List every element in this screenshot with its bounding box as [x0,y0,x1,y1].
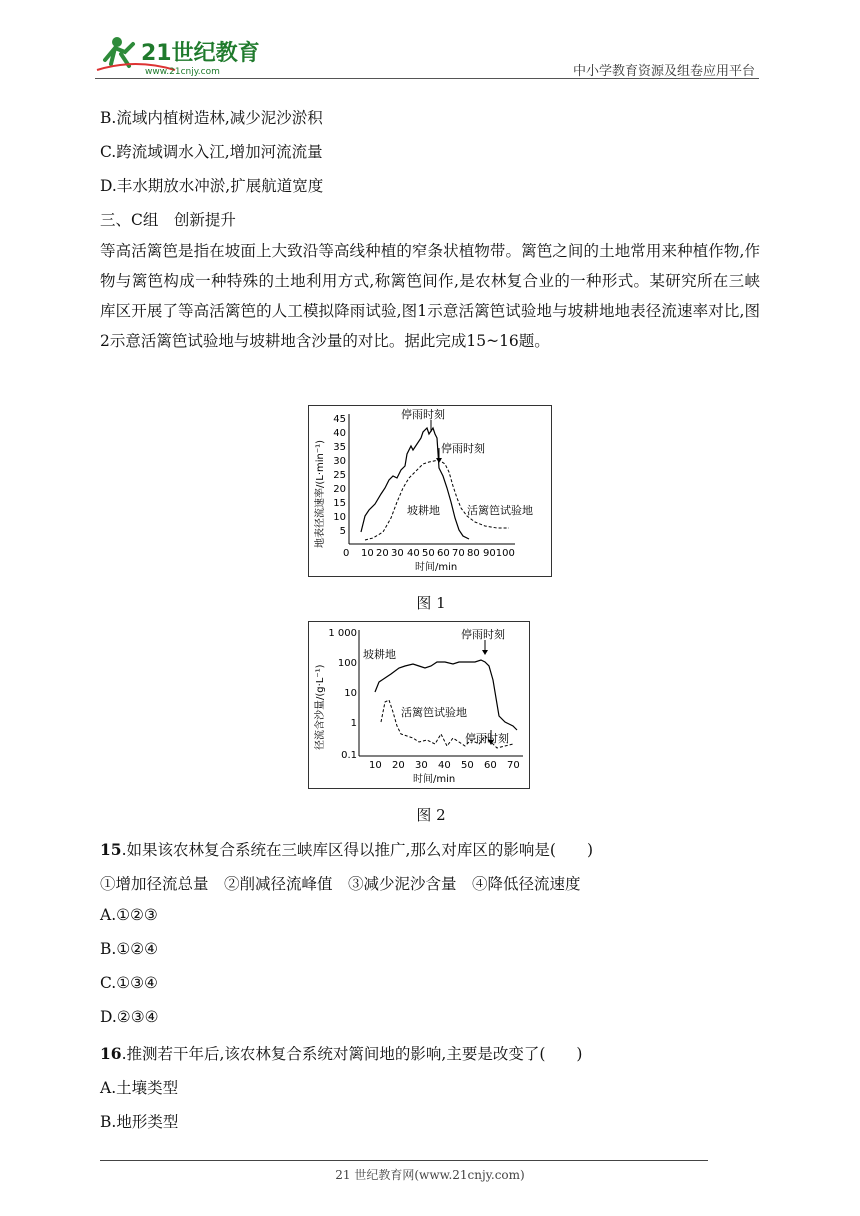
fig1-series-hedge [365,460,509,540]
fig2-ytick: 1 [350,718,357,729]
question-15-items: ①增加径流总量 ②削减径流峰值 ③减少泥沙含量 ④降低径流速度 [100,875,581,893]
fig1-xtick: 50 [422,548,435,559]
fig2-ylabel: 径流含沙量/(g·L⁻¹) [315,664,326,750]
fig1-slope-label: 坡耕地 [407,504,440,517]
fig2-stop-label-1: 停雨时刻 [461,628,505,641]
figure-1 [308,405,552,577]
logo-url: www.21cnjy.com [145,67,220,77]
fig1-xtick: 20 [376,548,389,559]
fig1-ytick: 15 [333,498,346,509]
fig2-xtick: 10 [369,760,382,771]
question-15-number: 15 [100,840,122,859]
fig1-xtick: 90100 [483,548,515,559]
q15-option-c: C.①③④ [100,974,158,992]
fig2-ytick: 10 [344,688,357,699]
section-heading: 三、C组 创新提升 [100,211,236,229]
fig2-xtick: 40 [438,760,451,771]
fig1-ytick: 35 [333,442,346,453]
fig1-xtick: 10 [361,548,374,559]
fig2-series-slope [375,660,517,730]
question-15 [100,838,593,860]
q15-option-a: A.①②③ [100,906,158,924]
logo-text: 21世纪教育 [141,41,260,66]
fig2-ytick: 100 [337,658,357,669]
fig2-xlabel: 时间/min [413,774,456,785]
fig1-xtick: 40 [407,548,420,559]
site-logo [95,30,265,78]
fig1-xtick: 80 [467,548,480,559]
option-c-prev: C.跨流域调水入江,增加河流流量 [100,143,323,161]
fig2-xtick: 30 [415,760,428,771]
fig2-xtick: 50 [461,760,474,771]
platform-name: 中小学教育资源及组卷应用平台 [572,64,755,79]
fig2-ytick: 1 000 [328,628,357,639]
fig1-hedge-label: 活篱笆试验地 [467,504,533,517]
fig2-xtick: 60 [484,760,497,771]
figure-2-caption: 图 2 [416,806,446,824]
fig2-xtick: 20 [392,760,405,771]
intro-paragraph: 等高活篱笆是指在坡面上大致沿等高线种植的窄条状植物带。篱笆之间的土地常用来种植作物,作物与篱笆构成一种特殊的土地利用方式,称篱笆间作,是农林复合业的一种形式。某研究所在三峡库区开展了等高活篱笆的人工模拟降雨试验,图1示意活篱笆试验地与坡耕地地表径流速率对比,图2示意活篱笆试验地与坡耕地含沙量的对比。据此完成15~16题。 [100,242,760,350]
fig1-ylabel: 地表径流速率/(L·min⁻¹) [315,439,326,548]
fig1-stop-label-2: 停雨时刻 [441,442,485,455]
q16-option-b: B.地形类型 [100,1113,179,1131]
figure-2 [308,621,530,789]
figure-1-caption: 图 1 [416,594,446,612]
q15-option-d: D.②③④ [100,1008,159,1026]
fig1-xlabel: 时间/min [415,562,458,573]
fig1-xtick: 30 [391,548,404,559]
fig1-origin: 0 [343,548,350,559]
fig2-ytick: 0.1 [341,750,357,761]
footer-text: 21 世纪教育网(www.21cnjy.com) [335,1168,525,1182]
fig1-ytick: 10 [333,512,346,523]
fig2-xtick: 70 [507,760,520,771]
option-d-prev: D.丰水期放水冲淤,扩展航道宽度 [100,177,324,195]
fig2-stop-label-2: 停雨时刻 [465,732,509,745]
header-divider [95,78,759,79]
question-16-stem: .推测若干年后,该农林复合系统对篱间地的影响,主要是改变了( ) [121,1045,583,1063]
question-16 [100,1042,582,1064]
q16-option-a: A.土壤类型 [100,1079,179,1097]
figure-1-chart [309,406,551,576]
fig2-slope-label: 坡耕地 [363,648,396,661]
fig1-stop-label-1: 停雨时刻 [401,408,445,421]
option-b-prev: B.流域内植树造林,减少泥沙淤积 [100,109,323,127]
fig2-hedge-label: 活篱笆试验地 [401,706,467,719]
fig1-xtick: 60 [437,548,450,559]
fig1-ytick: 30 [333,456,346,467]
fig1-ytick: 25 [333,470,346,481]
fig1-ytick: 45 [333,414,346,425]
question-16-number: 16 [100,1044,122,1063]
fig1-ytick: 20 [333,484,346,495]
figure-2-chart [309,622,529,788]
fig1-xtick: 70 [452,548,465,559]
q15-option-b: B.①②④ [100,940,159,958]
fig1-ytick: 40 [333,428,346,439]
footer-divider [100,1160,708,1161]
question-15-stem: .如果该农林复合系统在三峡库区得以推广,那么对库区的影响是( ) [121,841,594,859]
page-header [95,30,759,80]
fig1-ytick: 5 [339,526,346,537]
